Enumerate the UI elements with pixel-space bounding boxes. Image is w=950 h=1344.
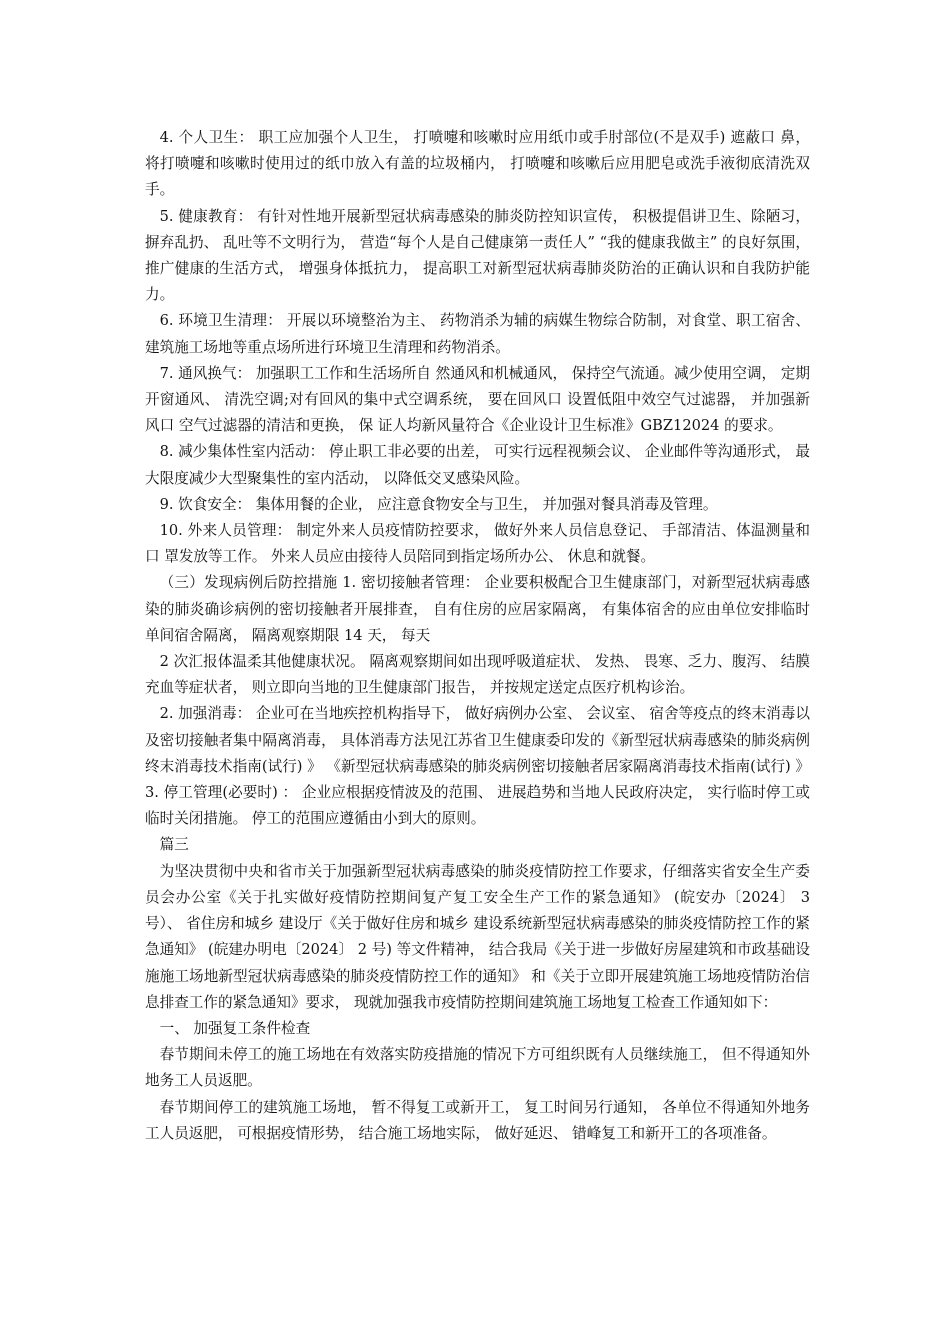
paragraph-visitor-management: 10. 外来人员管理： 制定外来人员疫情防控要求， 做好外来人员信息登记、 手部清洁、体温测量和口 罩发放等工作。 外来人员应由接待人员陪同到指定场所办公、 休息和就餐。 — [145, 522, 810, 566]
paragraph-notice-intro: 为坚决贯彻中央和省市关于加强新型冠状病毒感染的肺炎疫情防控工作要求，仔细落实省安全生产委员会办公室《关于扎实做好疫情防控期间复产复工安全生产工作的紧急通知》 (皖安办〔2024〕 3 号）、 省住房和城乡 建设厅《关于做好住房和城乡 建设系统新型冠状病毒感染的肺炎疫情防控工作的紧急通知》 (皖建办明电〔2024〕 2 号) 等文件精神， 结合我局《关于进一步做好房屋建筑和市政基础设施施工场地新型冠状病毒感染的肺炎疫情防控工作的通知》 和《关于立即开展建筑施工场地疫情防治信息排查工作的紧急通知》要求， 现就加强我市疫情防控期间建筑施工场地复工检查工作通知如下： — [145, 862, 810, 1011]
paragraph-reduce-gatherings: 8. 减少集体性室内活动： 停止职工非必要的出差， 可实行远程视频会议、 企业邮件等沟通形式， 最大限度减少大型聚集性的室内活动， 以降低交叉感染风险。 — [145, 443, 810, 487]
paragraph-non-stopped-sites: 春节期间未停工的施工场地在有效落实防疫措施的情况下方可组织既有人员继续施工， 但不得通知外地务工人员返肥。 — [145, 1046, 810, 1090]
paragraph-food-safety: 9. 饮食安全： 集体用餐的企业， 应注意食物安全与卫生， 并加强对餐具消毒及管理。 — [159, 495, 718, 513]
paragraph-ventilation: 7. 通风换气： 加强职工工作和生活场所自 然通风和机械通风， 保持空气流通。减少使用空调， 定期开窗通风、 清洗空调;对有回风的集中式空调系统， 要在回风口 设置低阻中效空气过滤器， 并加强新风口 空气过滤器的清洁和更换， 保 证人均新风量符合《企业设计卫生标准》GBZ12024 的要求。 — [145, 364, 810, 435]
paragraph-stopped-sites: 春节期间停工的建筑施工场地， 暂不得复工或新开工， 复工时间另行通知， 各单位不得通知外地务工人员返肥， 可根据疫情形势， 结合施工场地实际， 做好延迟、 错峰复工和新开工的各项准备。 — [145, 1098, 810, 1142]
paragraph-case-measures: （三）发现病例后防控措施 1. 密切接触者管理： 企业要积极配合卫生健康部门，对新型冠状病毒感染的肺炎确诊病例的密切接触者开展排查， 自有住房的应居家隔离， 有集体宿舍的应由单位安排临时单间宿舍隔离， 隔离观察期限 14 天， 每天 — [145, 574, 810, 644]
section-heading-part-three: 篇三 — [159, 836, 189, 854]
paragraph-environment-cleaning: 6. 环境卫生清理： 开展以环境整治为主、 药物消杀为辅的病媒生物综合防制，对食堂、职工宿舍、 建筑施工场地等重点场所进行环境卫生清理和药物消杀。 — [145, 312, 810, 356]
paragraph-temperature-report: 2 次汇报体温柔其他健康状况。 隔离观察期间如出现呼吸道症状、 发热、 畏寒、乏力、腹泻、 结膜充血等症状者， 则立即向当地的卫生健康部门报告， 并按规定送定点医疗机构诊治。 — [145, 653, 810, 697]
paragraph-health-education: 5. 健康教育： 有针对性地开展新型冠状病毒感染的肺炎防控知识宣传， 积极提倡讲卫生、除陋习， 摒弃乱扔、 乱吐等不文明行为， 营造“每个人是自己健康第一责任人” “我的健康我做主” 的良好氛围， 推广健康的生活方式， 增强身体抵抗力， 提高职工对新型冠状病毒肺炎防治的正确认识和自我防护能力。 — [145, 207, 810, 304]
document-page — [145, 125, 810, 1147]
section-heading-resumption-check: 一、 加强复工条件检查 — [159, 1019, 311, 1037]
paragraph-disinfection: 2. 加强消毒： 企业可在当地疾控机构指导下， 做好病例办公室、 会议室、 宿舍等疫点的终末消毒以及密切接触者集中隔离消毒， 具体消毒方法见江苏省卫生健康委印发的《新型冠状病毒感染的肺炎病例终末消毒技术指南(试行) 》 《新型冠状病毒感染的肺炎病例密切接触者居家隔离消毒技术指南(试行) 》 3. 停工管理(必要时) ： 企业应根据疫情波及的范围、 进展趋势和当地人民政府决定， 实行临时停工或临时关闭措施。 停工的范围应遵循由小到大的原则。 — [145, 705, 810, 828]
paragraph-personal-hygiene: 4. 个人卫生： 职工应加强个人卫生， 打喷嚏和咳嗽时应用纸巾或手肘部位(不是双手) 遮蔽口 鼻， 将打喷嚏和咳嗽时使用过的纸巾放入有盖的垃圾桶内， 打喷嚏和咳嗽后应用肥皂或洗手液彻底清洗双手。 — [145, 129, 810, 199]
